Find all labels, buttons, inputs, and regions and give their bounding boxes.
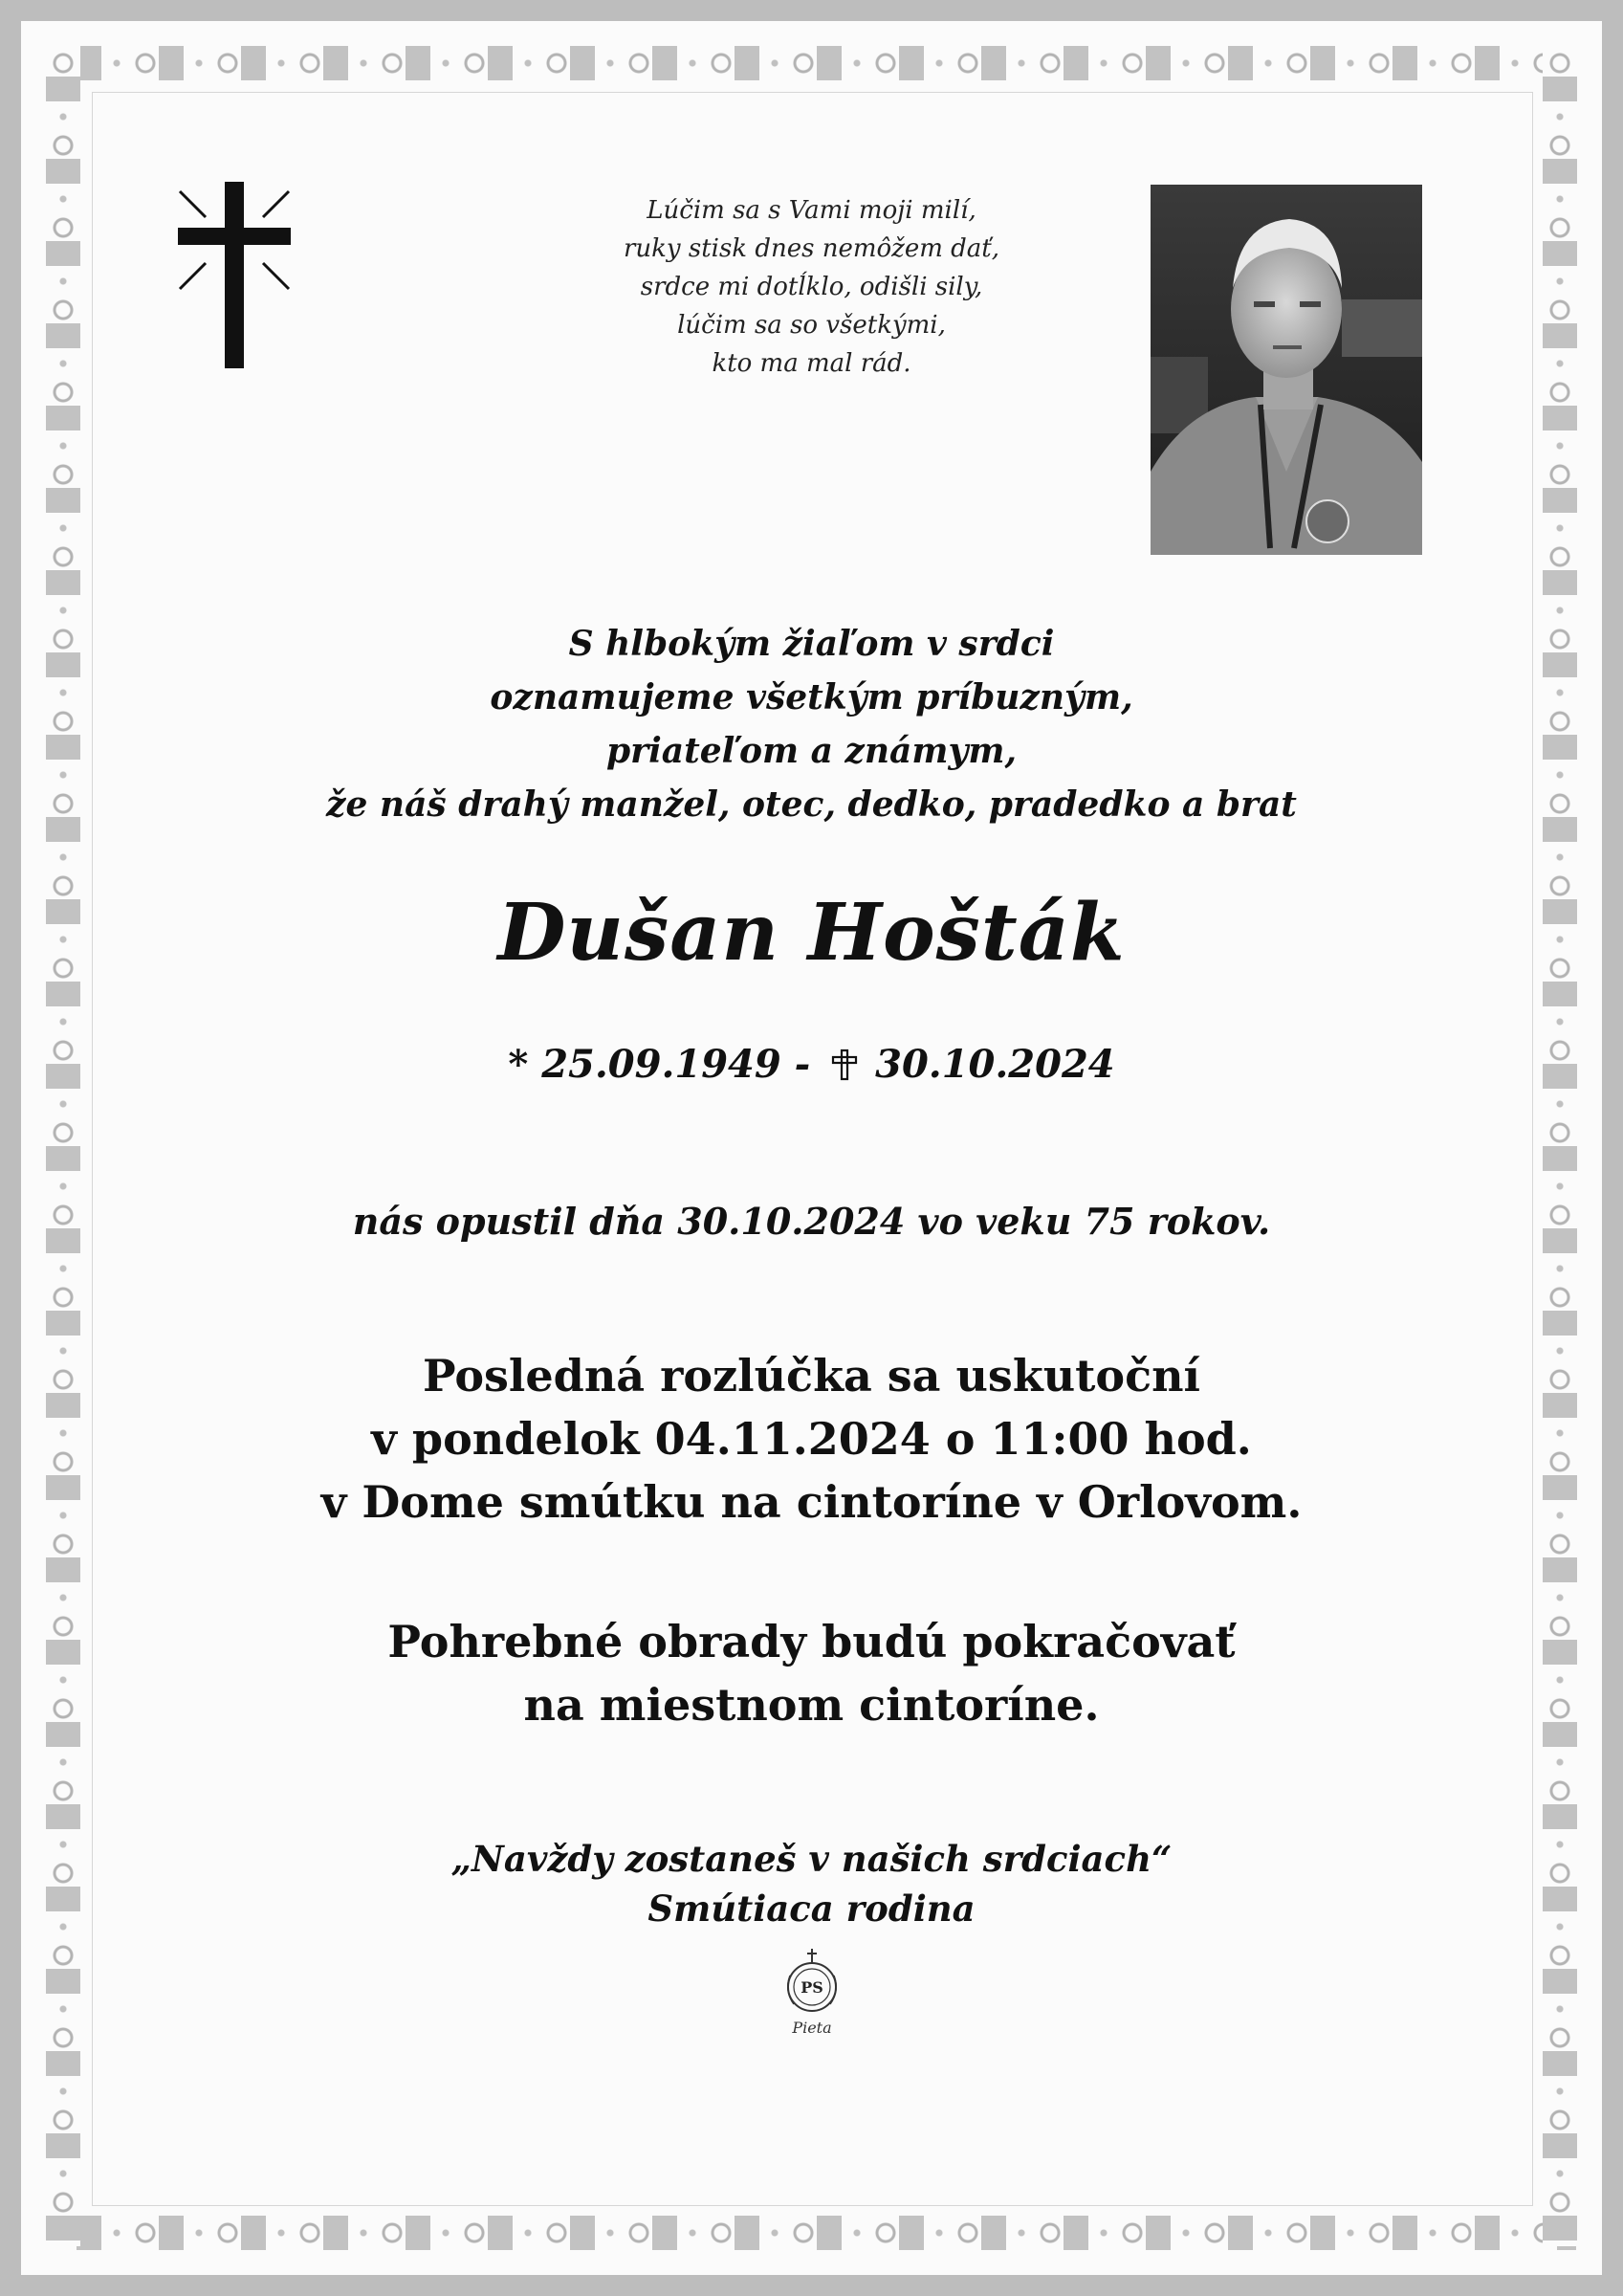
funeral-line: Posledná rozlúčka sa uskutoční — [423, 1350, 1200, 1402]
portrait-image — [1151, 185, 1422, 555]
life-dates — [0, 1038, 1623, 1092]
pieta-seal-icon — [782, 1947, 842, 2018]
logo-text: Pieta — [792, 2019, 832, 2037]
funeral-line: v pondelok 04.11.2024 o 11:00 hod. — [371, 1413, 1252, 1465]
family-signature: Smútiaca rodina — [647, 1888, 976, 1930]
closing-motto — [0, 1834, 1623, 1933]
dagger-cross-icon — [831, 1049, 858, 1081]
death-date: 30.10.2024 — [875, 1042, 1115, 1087]
intro-line: S hlbokým žiaľom v srdci — [568, 624, 1055, 664]
burial-line: Pohrebné obrady budú pokračovať — [387, 1616, 1236, 1667]
poem-line: Lúčim sa s Vami moji milí, — [647, 196, 976, 225]
burial-details — [0, 1610, 1623, 1736]
passing-line: nás opustil dňa 30.10.2024 vo veku 75 rokov. — [352, 1200, 1271, 1243]
deceased-name: Dušan Hošták — [497, 887, 1126, 979]
poem-line: lúčim sa so všetkými, — [677, 311, 946, 340]
poem-line: ruky stisk dnes nemôžem dať, — [623, 234, 1000, 263]
announcement-intro — [0, 617, 1623, 831]
ornament-border-bottom — [46, 2216, 1576, 2250]
birth-date: * 25.09.1949 - — [508, 1042, 811, 1087]
intro-line: priateľom a známym, — [605, 731, 1018, 771]
pieta-logo — [782, 1947, 842, 2042]
motto-quote: „Navždy zostaneš v našich srdciach“ — [450, 1838, 1173, 1880]
intro-line: oznamujeme všetkým príbuzným, — [490, 677, 1133, 718]
logo-monogram: PS — [801, 1978, 823, 1997]
portrait-photo — [1151, 185, 1422, 555]
intro-line: že náš drahý manžel, otec, dedko, pradedko a brat — [326, 784, 1297, 825]
burial-line: na miestnom cintoríne. — [523, 1679, 1100, 1731]
funeral-line: v Dome smútku na cintoríne v Orlovom. — [320, 1476, 1303, 1528]
poem-line: srdce mi dotĺklo, odišli sily, — [640, 273, 983, 301]
poem-line: kto ma mal rád. — [712, 349, 911, 378]
ornament-border-top — [46, 46, 1576, 80]
funeral-details — [0, 1344, 1623, 1534]
